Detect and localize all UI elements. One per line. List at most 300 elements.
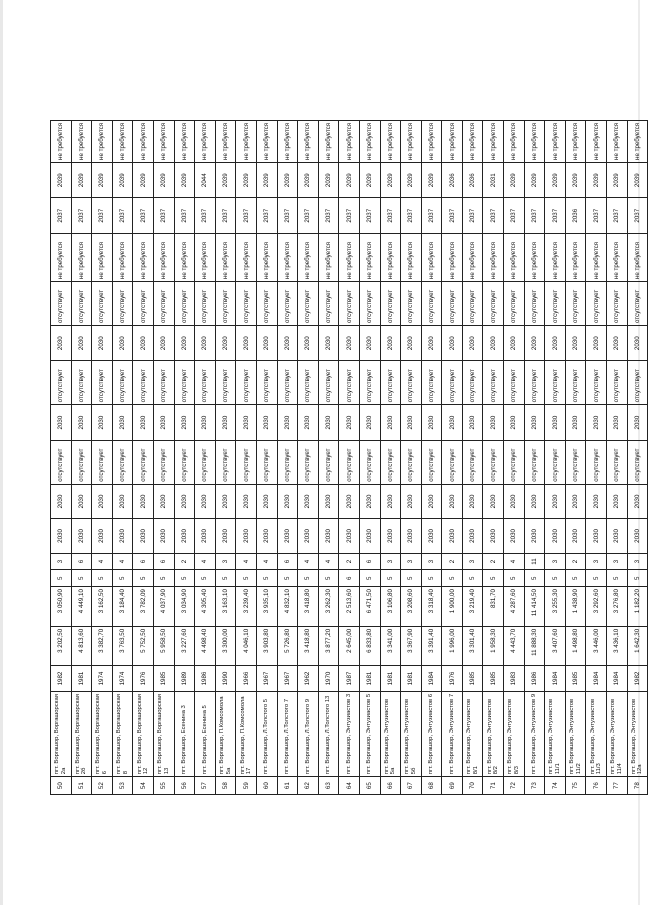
table-row	[256, 121, 277, 795]
cell-c11: не требуется	[607, 121, 628, 163]
cell-c11: не требуется	[627, 121, 648, 163]
cell-c1: 2030	[586, 519, 607, 553]
cell-c4: 2030	[442, 405, 463, 441]
cell-addr: пгт. Воргашор, Воргашорская 6	[92, 691, 113, 777]
cell-c9: 2037	[607, 198, 628, 234]
cell-c8: не требуется	[401, 234, 422, 282]
cell-c10: 2039	[504, 162, 525, 198]
cell-c3: отсутствует	[92, 440, 113, 484]
cell-c7: отсутствует	[401, 282, 422, 326]
cell-year: 1984	[607, 666, 628, 691]
cell-c1: 2030	[524, 519, 545, 553]
cell-addr: пгт. Воргашор, Воргашорская 8	[112, 691, 133, 777]
cell-c4: 2030	[236, 405, 257, 441]
cell-area2: 3 163,10	[215, 587, 236, 627]
cell-c9: 2037	[359, 198, 380, 234]
cell-c2: 2030	[112, 484, 133, 518]
cell-c2: 2030	[421, 484, 442, 518]
cell-c10: 2039	[298, 162, 319, 198]
table-row	[71, 121, 92, 795]
cell-entr: 3	[462, 553, 483, 570]
cell-c1: 2030	[71, 519, 92, 553]
cell-c3: отсутствует	[339, 440, 360, 484]
cell-c2: 2030	[236, 484, 257, 518]
cell-c3: отсутствует	[565, 440, 586, 484]
cell-c3: отсутствует	[153, 440, 174, 484]
cell-c4: 2030	[133, 405, 154, 441]
cell-c1: 2030	[627, 519, 648, 553]
cell-addr: пгт. Воргашор, Энтузиастов 9	[524, 691, 545, 777]
cell-n: 50	[51, 777, 72, 795]
cell-c10: 2039	[277, 162, 298, 198]
cell-c5: отсутствует	[298, 361, 319, 405]
cell-floors: 5	[627, 570, 648, 587]
cell-c11: не требуется	[153, 121, 174, 163]
cell-c10: 2039	[153, 162, 174, 198]
cell-area: 3 903,80	[256, 626, 277, 666]
cell-c6: 2030	[236, 325, 257, 361]
cell-c5: отсутствует	[153, 361, 174, 405]
cell-c9: 2037	[421, 198, 442, 234]
cell-n: 59	[236, 777, 257, 795]
cell-addr: пгт. Воргашор, Воргашорская 12	[133, 691, 154, 777]
cell-c7: отсутствует	[195, 282, 216, 326]
cell-year: 1990	[215, 666, 236, 691]
table-row	[359, 121, 380, 795]
cell-n: 68	[421, 777, 442, 795]
cell-c4: 2030	[71, 405, 92, 441]
cell-c5: отсутствует	[462, 361, 483, 405]
cell-addr: пгт. Воргашор, Л.Толстого 5	[256, 691, 277, 777]
cell-entr: 4	[195, 553, 216, 570]
cell-c3: отсутствует	[195, 440, 216, 484]
cell-year: 1987	[339, 666, 360, 691]
cell-c6: 2030	[318, 325, 339, 361]
cell-c6: 2030	[174, 325, 195, 361]
cell-c3: отсутствует	[215, 440, 236, 484]
cell-c5: отсутствует	[195, 361, 216, 405]
cell-c3: отсутствует	[483, 440, 504, 484]
cell-c6: 2030	[71, 325, 92, 361]
table-row	[277, 121, 298, 795]
cell-c4: 2030	[359, 405, 380, 441]
table-row	[298, 121, 319, 795]
cell-c11: не требуется	[318, 121, 339, 163]
cell-area2: 3 239,40	[236, 587, 257, 627]
cell-c4: 2030	[256, 405, 277, 441]
cell-c6: 2030	[545, 325, 566, 361]
table-row	[153, 121, 174, 795]
cell-c4: 2030	[195, 405, 216, 441]
cell-c5: отсутствует	[112, 361, 133, 405]
cell-addr: пгт. Воргашор, Воргашорская 2а	[51, 691, 72, 777]
cell-c7: отсутствует	[215, 282, 236, 326]
cell-addr: пгт. Воргашор, Энтузиастов 8/2	[483, 691, 504, 777]
cell-c6: 2030	[298, 325, 319, 361]
cell-addr: пгт. Воргашор, Энтузиастов 8/1	[462, 691, 483, 777]
cell-c1: 2030	[483, 519, 504, 553]
cell-c11: не требуется	[277, 121, 298, 163]
cell-c6: 2030	[92, 325, 113, 361]
cell-c6: 2030	[195, 325, 216, 361]
cell-c5: отсутствует	[483, 361, 504, 405]
cell-n: 71	[483, 777, 504, 795]
cell-entr: 6	[277, 553, 298, 570]
cell-entr: 6	[359, 553, 380, 570]
cell-c4: 2030	[545, 405, 566, 441]
cell-addr: пгт. Воргашор, Энтузиастов 3	[339, 691, 360, 777]
cell-c3: отсутствует	[607, 440, 628, 484]
cell-c1: 2030	[112, 519, 133, 553]
cell-c11: не требуется	[236, 121, 257, 163]
cell-c1: 2030	[256, 519, 277, 553]
cell-c1: 2030	[565, 519, 586, 553]
cell-c8: не требуется	[380, 234, 401, 282]
cell-c7: отсутствует	[359, 282, 380, 326]
cell-year: 1989	[174, 666, 195, 691]
cell-floors: 5	[545, 570, 566, 587]
cell-c6: 2030	[153, 325, 174, 361]
cell-year: 1967	[256, 666, 277, 691]
cell-c3: отсутствует	[318, 440, 339, 484]
cell-year: 1984	[545, 666, 566, 691]
cell-year: 1981	[380, 666, 401, 691]
cell-c5: отсутствует	[607, 361, 628, 405]
cell-c9: 2037	[504, 198, 525, 234]
cell-c7: отсутствует	[565, 282, 586, 326]
cell-c9: 2037	[298, 198, 319, 234]
cell-c1: 2030	[401, 519, 422, 553]
cell-c2: 2030	[318, 484, 339, 518]
cell-c3: отсутствует	[277, 440, 298, 484]
cell-c2: 2030	[298, 484, 319, 518]
cell-floors: 5	[565, 570, 586, 587]
cell-c10: 2039	[421, 162, 442, 198]
cell-c1: 2030	[359, 519, 380, 553]
cell-floors: 5	[215, 570, 236, 587]
cell-addr: пгт. Воргашор, Энтузиастов 11/2	[565, 691, 586, 777]
cell-c1: 2030	[174, 519, 195, 553]
cell-c4: 2030	[215, 405, 236, 441]
cell-c8: не требуется	[51, 234, 72, 282]
cell-c5: отсутствует	[318, 361, 339, 405]
cell-area2: 4 449,10	[71, 587, 92, 627]
cell-c1: 2030	[318, 519, 339, 553]
cell-c11: не требуется	[545, 121, 566, 163]
table-row	[51, 121, 72, 795]
cell-c4: 2030	[298, 405, 319, 441]
table-row	[133, 121, 154, 795]
cell-floors: 5	[401, 570, 422, 587]
table-row	[215, 121, 236, 795]
cell-area: 3 436,10	[607, 626, 628, 666]
cell-addr: пгт. Воргашор, Энтузиастов 7	[442, 691, 463, 777]
cell-n: 64	[339, 777, 360, 795]
cell-year: 1986	[524, 666, 545, 691]
cell-area2: 1 900,00	[442, 587, 463, 627]
cell-c5: отсутствует	[133, 361, 154, 405]
cell-c8: не требуется	[236, 234, 257, 282]
cell-c1: 2030	[421, 519, 442, 553]
cell-c9: 2037	[401, 198, 422, 234]
cell-floors: 5	[504, 570, 525, 587]
housing-register-table	[50, 120, 648, 795]
cell-n: 58	[215, 777, 236, 795]
cell-c11: не требуется	[421, 121, 442, 163]
cell-c11: не требуется	[51, 121, 72, 163]
cell-floors: 5	[359, 570, 380, 587]
cell-c4: 2030	[504, 405, 525, 441]
cell-c6: 2030	[277, 325, 298, 361]
cell-entr: 3	[215, 553, 236, 570]
cell-entr: 6	[133, 553, 154, 570]
cell-c7: отсутствует	[607, 282, 628, 326]
cell-n: 60	[256, 777, 277, 795]
cell-c4: 2030	[462, 405, 483, 441]
cell-floors: 5	[483, 570, 504, 587]
cell-c6: 2030	[51, 325, 72, 361]
cell-c8: не требуется	[504, 234, 525, 282]
cell-c8: не требуется	[195, 234, 216, 282]
cell-c10: 2039	[627, 162, 648, 198]
cell-area2: 4 832,10	[277, 587, 298, 627]
cell-c10: 2039	[256, 162, 277, 198]
table-row	[627, 121, 648, 795]
cell-year: 1976	[133, 666, 154, 691]
cell-addr: пгт. Воргашор, П.Комсомола 5а	[215, 691, 236, 777]
cell-c6: 2030	[483, 325, 504, 361]
cell-area2: 3 219,40	[462, 587, 483, 627]
cell-entr: 4	[112, 553, 133, 570]
cell-area: 4 498,40	[195, 626, 216, 666]
cell-area: 4 813,60	[71, 626, 92, 666]
cell-n: 63	[318, 777, 339, 795]
cell-c1: 2030	[133, 519, 154, 553]
cell-floors: 5	[51, 570, 72, 587]
cell-c2: 2030	[504, 484, 525, 518]
cell-c3: отсутствует	[380, 440, 401, 484]
cell-area2: 2 513,60	[339, 587, 360, 627]
cell-area2: 3 262,30	[318, 587, 339, 627]
cell-c9: 2037	[51, 198, 72, 234]
cell-addr: пгт. Воргашор, Энтузиастов 5а	[380, 691, 401, 777]
cell-addr: пгт. Воргашор, Энтузиастов 11/4	[607, 691, 628, 777]
cell-c3: отсутствует	[421, 440, 442, 484]
cell-c1: 2030	[195, 519, 216, 553]
cell-c1: 2030	[153, 519, 174, 553]
cell-year: 1974	[112, 666, 133, 691]
cell-area2: 3 050,90	[51, 587, 72, 627]
cell-addr: пгт. Воргашор, Воргашорская 2б	[71, 691, 92, 777]
cell-area: 1 642,30	[627, 626, 648, 666]
cell-c5: отсутствует	[174, 361, 195, 405]
table-row	[421, 121, 442, 795]
cell-year: 1981	[401, 666, 422, 691]
cell-area2: 3 255,30	[545, 587, 566, 627]
cell-area: 5 726,80	[277, 626, 298, 666]
cell-c5: отсутствует	[51, 361, 72, 405]
cell-c10: 2039	[51, 162, 72, 198]
cell-area: 3 446,00	[586, 626, 607, 666]
cell-c4: 2030	[112, 405, 133, 441]
cell-entr: 3	[380, 553, 401, 570]
cell-c9: 2037	[174, 198, 195, 234]
cell-entr: 6	[153, 553, 174, 570]
cell-c8: не требуется	[421, 234, 442, 282]
cell-c3: отсутствует	[545, 440, 566, 484]
cell-area: 3 367,90	[401, 626, 422, 666]
cell-area2: 4 037,90	[153, 587, 174, 627]
cell-floors: 5	[462, 570, 483, 587]
cell-c6: 2030	[607, 325, 628, 361]
cell-entr: 3	[627, 553, 648, 570]
cell-floors: 6	[339, 570, 360, 587]
cell-c2: 2030	[483, 484, 504, 518]
cell-floors: 5	[607, 570, 628, 587]
cell-c8: не требуется	[174, 234, 195, 282]
table-body	[51, 121, 648, 795]
cell-n: 65	[359, 777, 380, 795]
cell-c5: отсутствует	[421, 361, 442, 405]
cell-year: 1982	[51, 666, 72, 691]
cell-addr: пгт. Воргашор, Есенина 5	[195, 691, 216, 777]
cell-c6: 2030	[504, 325, 525, 361]
cell-c5: отсутствует	[277, 361, 298, 405]
cell-c9: 2037	[215, 198, 236, 234]
cell-c8: не требуется	[524, 234, 545, 282]
cell-addr: пгт. Воргашор, Л.Толстого 9	[298, 691, 319, 777]
cell-area2: 3 292,60	[586, 587, 607, 627]
cell-area: 2 645,00	[339, 626, 360, 666]
cell-c7: отсутствует	[92, 282, 113, 326]
cell-n: 73	[524, 777, 545, 795]
cell-addr: пгт. Воргашор, Энтузиастов 6	[421, 691, 442, 777]
cell-floors: 5	[277, 570, 298, 587]
cell-floors: 5	[112, 570, 133, 587]
cell-c3: отсутствует	[298, 440, 319, 484]
cell-addr: пгт. Воргашор, Л.Толстого 13	[318, 691, 339, 777]
cell-area: 4 046,10	[236, 626, 257, 666]
cell-c8: не требуется	[277, 234, 298, 282]
cell-c5: отсутствует	[442, 361, 463, 405]
cell-c8: не требуется	[339, 234, 360, 282]
cell-area2: 3 034,90	[174, 587, 195, 627]
scan-edge-left	[0, 0, 3, 905]
cell-c2: 2030	[174, 484, 195, 518]
cell-c3: отсутствует	[442, 440, 463, 484]
cell-c9: 2037	[236, 198, 257, 234]
cell-area: 3 301,40	[462, 626, 483, 666]
cell-c11: не требуется	[256, 121, 277, 163]
cell-n: 67	[401, 777, 422, 795]
cell-c9: 2037	[92, 198, 113, 234]
cell-area: 11 888,30	[524, 626, 545, 666]
cell-n: 74	[545, 777, 566, 795]
cell-year: 1976	[442, 666, 463, 691]
cell-c3: отсутствует	[71, 440, 92, 484]
cell-area2: 11 414,50	[524, 587, 545, 627]
cell-c7: отсутствует	[153, 282, 174, 326]
cell-c11: не требуется	[586, 121, 607, 163]
cell-c5: отсутствует	[524, 361, 545, 405]
table-row	[92, 121, 113, 795]
cell-c6: 2030	[133, 325, 154, 361]
cell-c7: отсутствует	[256, 282, 277, 326]
cell-entr: 4	[318, 553, 339, 570]
cell-c2: 2030	[565, 484, 586, 518]
cell-area2: 3 208,60	[401, 587, 422, 627]
cell-c9: 2037	[524, 198, 545, 234]
cell-c11: не требуется	[298, 121, 319, 163]
cell-entr: 3	[421, 553, 442, 570]
cell-c4: 2030	[627, 405, 648, 441]
cell-c11: не требуется	[112, 121, 133, 163]
cell-c7: отсутствует	[545, 282, 566, 326]
table-row	[112, 121, 133, 795]
cell-c8: не требуется	[442, 234, 463, 282]
cell-c5: отсутствует	[504, 361, 525, 405]
cell-floors: 5	[71, 570, 92, 587]
cell-n: 75	[565, 777, 586, 795]
cell-floors: 5	[524, 570, 545, 587]
cell-c1: 2030	[504, 519, 525, 553]
cell-area2: 3 318,40	[421, 587, 442, 627]
cell-area: 5 752,50	[133, 626, 154, 666]
cell-n: 77	[607, 777, 628, 795]
cell-entr: 3	[586, 553, 607, 570]
cell-c6: 2030	[339, 325, 360, 361]
cell-c1: 2030	[51, 519, 72, 553]
cell-c6: 2030	[256, 325, 277, 361]
cell-c9: 2037	[545, 198, 566, 234]
table-row	[380, 121, 401, 795]
cell-c2: 2030	[607, 484, 628, 518]
cell-c1: 2030	[339, 519, 360, 553]
cell-c1: 2030	[277, 519, 298, 553]
cell-c9: 2037	[483, 198, 504, 234]
table-row	[607, 121, 628, 795]
cell-c7: отсутствует	[318, 282, 339, 326]
cell-c1: 2030	[215, 519, 236, 553]
cell-c8: не требуется	[298, 234, 319, 282]
cell-c6: 2030	[215, 325, 236, 361]
cell-floors: 5	[256, 570, 277, 587]
cell-c10: 2039	[380, 162, 401, 198]
cell-c5: отсутствует	[627, 361, 648, 405]
cell-c10: 2039	[545, 162, 566, 198]
cell-c7: отсутствует	[51, 282, 72, 326]
cell-c10: 2039	[339, 162, 360, 198]
table-row	[442, 121, 463, 795]
cell-c2: 2030	[277, 484, 298, 518]
cell-c11: не требуется	[565, 121, 586, 163]
cell-floors: 5	[380, 570, 401, 587]
cell-c8: не требуется	[607, 234, 628, 282]
cell-area2: 6 471,50	[359, 587, 380, 627]
cell-c4: 2030	[277, 405, 298, 441]
cell-c2: 2030	[524, 484, 545, 518]
cell-n: 52	[92, 777, 113, 795]
cell-c7: отсутствует	[339, 282, 360, 326]
cell-entr: 11	[524, 553, 545, 570]
cell-c8: не требуется	[215, 234, 236, 282]
cell-c10: 2031	[483, 162, 504, 198]
cell-area: 3 202,50	[51, 626, 72, 666]
cell-n: 57	[195, 777, 216, 795]
cell-c5: отсутствует	[215, 361, 236, 405]
cell-floors: 5	[195, 570, 216, 587]
cell-c10: 2039	[524, 162, 545, 198]
